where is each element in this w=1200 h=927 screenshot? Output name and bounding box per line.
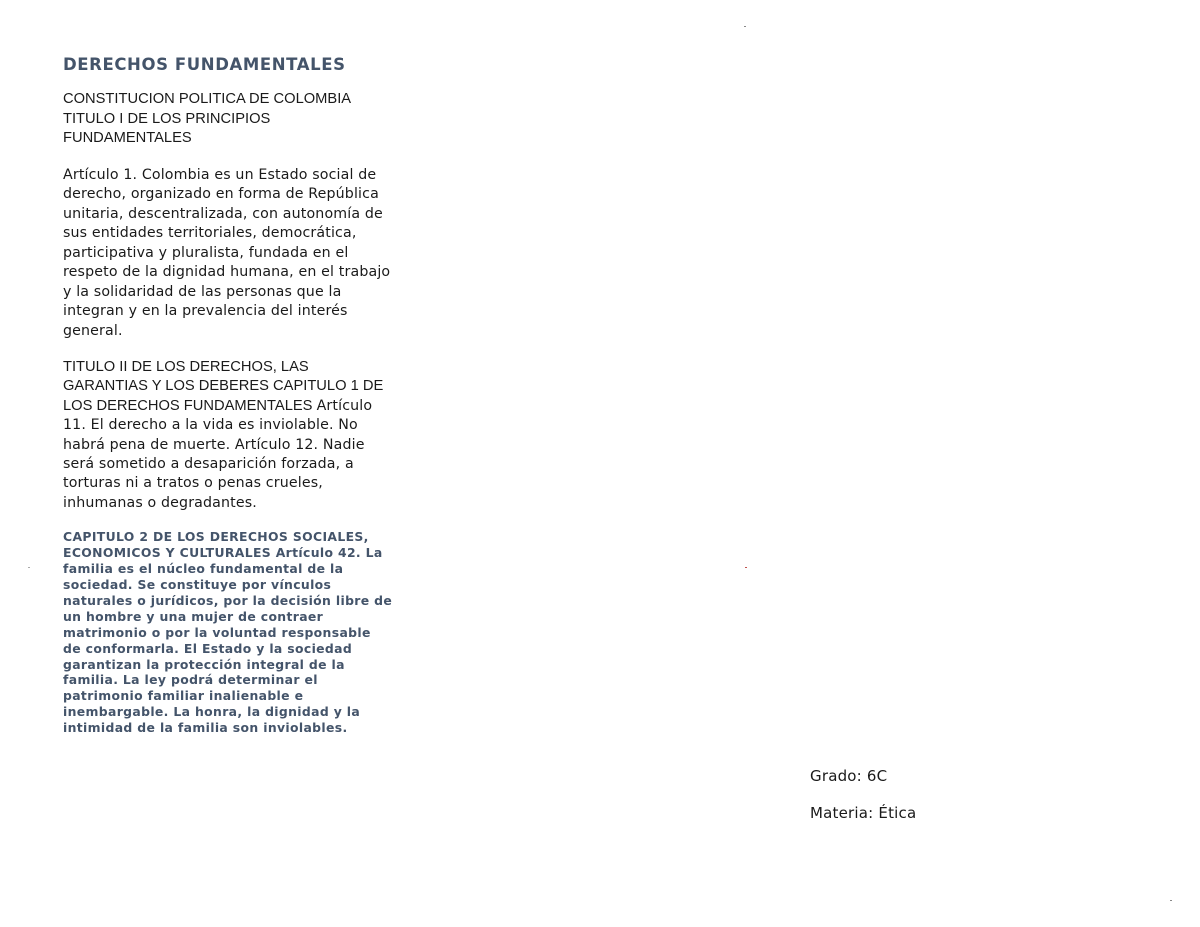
- article-1-paragraph: Artículo 1. Colombia es un Estado social de derecho, organizado en forma de República unitaria, descentralizada, con autonomía de sus entidades territoriales, democrática, participativa y pluralista, fundada en el respeto de la dignidad humana, en el trabajo y la solidaridad de las personas que la integran y en la prevalencia del interés general.: [63, 166, 391, 339]
- document-column: [63, 55, 393, 736]
- title-2-body: Artículo 11. El derecho a la vida es inviolable. No habrá pena de muerte. Artículo 12. Nadie será sometido a desaparición forzada, a torturas ni a tratos o penas crueles, inhumanas o degradantes.: [63, 397, 373, 511]
- title-2-heading: TITULO II DE LOS DERECHOS, LAS GARANTIAS Y LOS DEBERES CAPITULO 1 DE LOS DERECHOS FUNDAMENTALES: [63, 359, 384, 414]
- stray-mark: [28, 567, 30, 568]
- grade-label: Grado: 6C: [810, 767, 888, 785]
- chapter-2-paragraph: CAPITULO 2 DE LOS DERECHOS SOCIALES, ECONOMICOS Y CULTURALES Artículo 42. La familia es el núcleo fundamental de la sociedad. Se constituye por vínculos naturales o jurídicos, por la decisión libre de un hombre y una mujer de contraer matrimonio o por la voluntad responsable de conformarla. El Estado y la sociedad garantizan la protección integral de la familia. La ley podrá determinar el patrimonio familiar inalienable e inembargable. La honra, la dignidad y la intimidad de la familia son inviolables.: [63, 529, 393, 736]
- document-title: DERECHOS FUNDAMENTALES: [63, 55, 346, 74]
- title-2-paragraph: [63, 358, 393, 513]
- student-info: [810, 766, 1110, 840]
- stray-mark: [1170, 900, 1172, 901]
- constitution-heading: CONSTITUCION POLITICA DE COLOMBIA TITULO I DE LOS PRINCIPIOS FUNDAMENTALES: [63, 91, 351, 146]
- stray-mark: [744, 26, 746, 27]
- stray-mark: [745, 567, 747, 568]
- subject-label: Materia: Ética: [810, 804, 917, 822]
